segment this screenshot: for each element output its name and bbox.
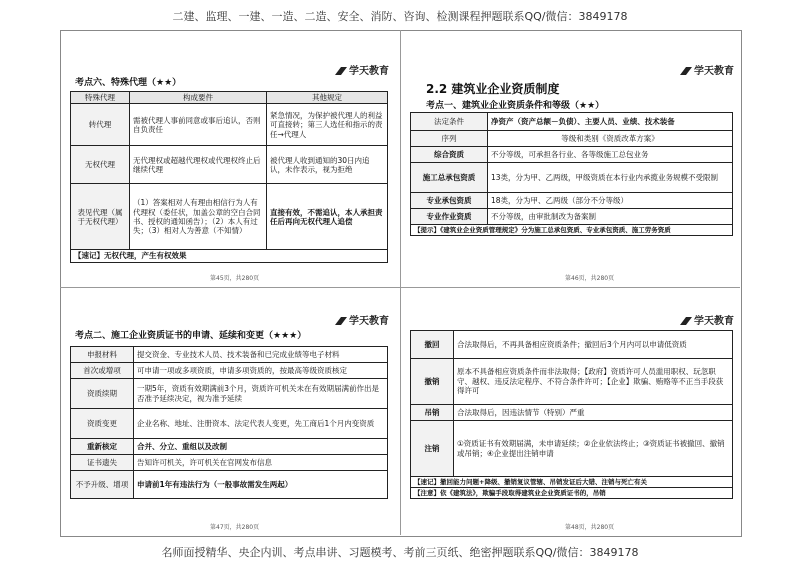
q2-cell: 综合资质 bbox=[411, 147, 488, 163]
q1-title: 考点六、特殊代理（★★） bbox=[75, 78, 182, 88]
vertical-divider bbox=[400, 30, 401, 535]
q4-cell: 原本不具备相应资质条件而非法取得；【政府】资质许可人员滥用职权、玩忽职守、越权、违反法定程序、不符合条件许可；【企业】欺骗、贿赂等不正当手段获得许可 bbox=[454, 359, 733, 405]
q2-table bbox=[410, 112, 733, 236]
q2-cell: 专业承包资质 bbox=[411, 193, 488, 209]
brand-mark-icon bbox=[335, 317, 347, 326]
q3-table bbox=[70, 346, 388, 499]
q4-memo: 【速记】撤回能力问题+降级、撤销复议管辖、吊销发证后大错、注销与死亡有关 bbox=[411, 477, 733, 488]
q2-cell: 等级和类别《资质改革方案》 bbox=[488, 131, 733, 147]
q3-cell: 证书遗失 bbox=[71, 455, 134, 471]
q1-cell: 被代理人收到通知的30日内追认，未作表示，视为拒绝 bbox=[267, 146, 388, 184]
q1-table bbox=[70, 91, 388, 263]
q2-cell: 序列 bbox=[411, 131, 488, 147]
q4-cell: 撤回 bbox=[411, 331, 454, 359]
q3-cell: 企业名称、地址、注册资本、法定代表人变更，先工商后1个月内变资质 bbox=[134, 409, 388, 439]
q2-memo: 【提示】《建筑业企业资质管理规定》分为施工总承包资质、专业承包资质、施工劳务资质 bbox=[411, 225, 733, 236]
q3-cell: 提交资金、专业技术人员、技术装备和已完成业绩等电子材料 bbox=[134, 347, 388, 363]
q3-cell: 合并、分立、重组以及改制 bbox=[134, 439, 388, 455]
horizontal-divider bbox=[60, 287, 740, 288]
brand-mark-icon bbox=[680, 67, 692, 76]
q2-cell: 不分等级，由审批制改为备案制 bbox=[488, 209, 733, 225]
q3-cell: 告知许可机关，许可机关在官网发布信息 bbox=[134, 455, 388, 471]
q1-cell: 直接有效，不需追认，本人承担责任后再向无权代理人追偿 bbox=[267, 184, 388, 250]
q3-cell: 首次或增项 bbox=[71, 363, 134, 379]
q1-cell: （1）答案相对人有理由相信行为人有代理权（委任状，加盖公章的空白合同书、授权的通知函告）；（2）本人有过失；（3）相对人为善意（不知情） bbox=[130, 184, 267, 250]
q1-memo: 【速记】无权代理，产生有权效果 bbox=[71, 250, 388, 262]
q2-section-heading: 2.2 建筑业企业资质制度 bbox=[426, 82, 560, 96]
q3-title: 考点二、施工企业资质证书的申请、延续和变更（★★★） bbox=[75, 331, 307, 341]
q4-cell: ①资质证书有效期届满，未申请延续；②企业依法终止；③资质证书被撤回、撤销或吊销；④企业提出注销申请 bbox=[454, 421, 733, 477]
q2-page-number: 第46页，共280页 bbox=[565, 275, 615, 282]
q4-table bbox=[410, 330, 733, 499]
q1-cell: 转代理 bbox=[71, 104, 130, 146]
brand-logo: 学天教育 bbox=[680, 62, 734, 77]
q3-cell: 一期5年，资质有效期满前3个月，资质许可机关未在有效期届满前作出是否准予延续决定，视为准予延续 bbox=[134, 379, 388, 409]
brand-logo: 学天教育 bbox=[680, 312, 734, 327]
q4-page-number: 第48页，共280页 bbox=[565, 524, 615, 531]
q2-cell: 13类，分为甲、乙两级，甲级资质在本行业内承揽业务规模不受限制 bbox=[488, 163, 733, 193]
q3-cell: 资质变更 bbox=[71, 409, 134, 439]
q2-cell: 18类，分为甲、乙两级（部分不分等级） bbox=[488, 193, 733, 209]
brand-mark-icon bbox=[680, 317, 692, 326]
q2-cell: 不分等级，可承担各行业、各等级施工总包业务 bbox=[488, 147, 733, 163]
q3-cell: 申报材料 bbox=[71, 347, 134, 363]
q4-cell: 合法取得后，不再具备相应资质条件；撤回后3个月内可以申请低资质 bbox=[454, 331, 733, 359]
q1-header: 其他规定 bbox=[267, 92, 388, 104]
q4-cell: 注销 bbox=[411, 421, 454, 477]
q4-cell: 合法取得后，因违法情节（特别）严重 bbox=[454, 405, 733, 421]
q1-cell: 紧急情况，为保护被代理人的利益可直接转；第三人选任和指示的责任→代理人 bbox=[267, 104, 388, 146]
page-footer: 名师面授精华、央企内训、考点串讲、习题模考、考前三页纸、绝密押题联系QQ/微信：3849178 bbox=[161, 546, 639, 559]
brand-logo: 学天教育 bbox=[335, 312, 389, 327]
q4-note: 【注意】依《建筑法》，欺骗手段取得建筑业企业资质证书的，吊销 bbox=[411, 488, 733, 499]
page-header: 二建、监理、一建、一造、二造、安全、消防、咨询、检测课程押题联系QQ/微信：3849178 bbox=[172, 10, 628, 23]
q2-cell: 净资产（资产总额－负债）、主要人员、业绩、技术装备 bbox=[488, 113, 733, 131]
q4-cell: 吊销 bbox=[411, 405, 454, 421]
q1-cell: 无代理权或超越代理权或代理权终止后继续代理 bbox=[130, 146, 267, 184]
q2-cell: 专业作业资质 bbox=[411, 209, 488, 225]
brand-mark-icon bbox=[335, 67, 347, 76]
q3-cell: 资质续期 bbox=[71, 379, 134, 409]
q2-title: 考点一、建筑业企业资质条件和等级（★★） bbox=[426, 101, 605, 111]
q1-header: 特殊代理 bbox=[71, 92, 130, 104]
q3-cell: 可申请一项或多项资质，申请多项资质的，按最高等级资质核定 bbox=[134, 363, 388, 379]
q1-page-number: 第45页，共280页 bbox=[210, 275, 260, 282]
q3-cell: 重新核定 bbox=[71, 439, 134, 455]
brand-logo: 学天教育 bbox=[335, 62, 389, 77]
q4-cell: 撤销 bbox=[411, 359, 454, 405]
q3-cell: 申请前1年有违法行为（一般事故需发生两起） bbox=[134, 471, 388, 499]
q2-cell: 法定条件 bbox=[411, 113, 488, 131]
q1-cell: 需被代理人事前同意或事后追认，否则自负责任 bbox=[130, 104, 267, 146]
q1-cell: 表见代理（属于无权代理） bbox=[71, 184, 130, 250]
q1-cell: 无权代理 bbox=[71, 146, 130, 184]
q1-header: 构成要件 bbox=[130, 92, 267, 104]
q3-page-number: 第47页，共280页 bbox=[210, 524, 260, 531]
q3-cell: 不予升级、增项 bbox=[71, 471, 134, 499]
q2-cell: 施工总承包资质 bbox=[411, 163, 488, 193]
